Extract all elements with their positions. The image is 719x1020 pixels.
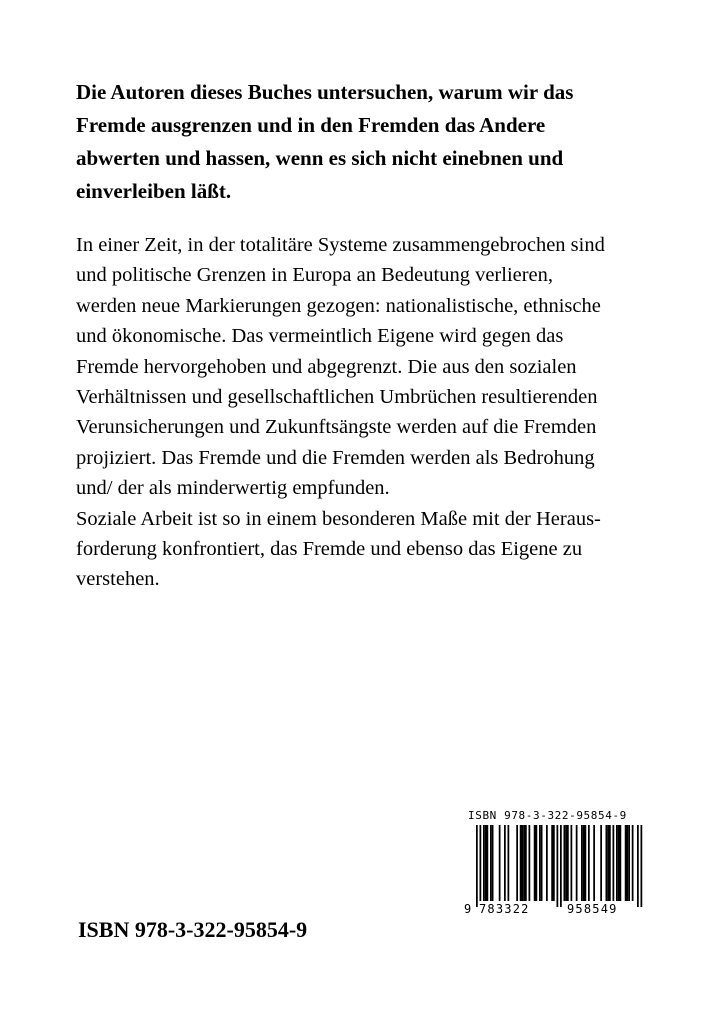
barcode-bar bbox=[618, 825, 620, 901]
body-line: Soziale Arbeit ist so in einem besonderen Maße mit der Heraus- bbox=[76, 507, 601, 530]
barcode-bar bbox=[628, 825, 630, 901]
barcode-digits bbox=[462, 901, 652, 919]
barcode-bar bbox=[560, 825, 562, 907]
barcode-bar bbox=[600, 825, 602, 901]
isbn-barcode bbox=[462, 809, 652, 919]
barcode-bar bbox=[609, 825, 611, 901]
barcode-bar bbox=[616, 825, 618, 901]
barcode-bar bbox=[585, 825, 587, 901]
barcode-bar bbox=[565, 825, 567, 901]
body-line: Verhältnissen und gesellschaftlichen Umbrüchen resultierenden bbox=[76, 386, 598, 409]
body-line: und politische Grenzen in Europa an Bedeutung verlieren, bbox=[76, 264, 554, 287]
lead-line: Fremde ausgrenzen und in den Fremden das Andere bbox=[76, 113, 546, 137]
barcode-bar bbox=[508, 825, 510, 901]
barcode-bar bbox=[557, 825, 559, 907]
barcode-left-digits: 783322 bbox=[479, 902, 530, 916]
barcode-bar bbox=[625, 825, 627, 901]
barcode-bar bbox=[546, 825, 548, 901]
barcode-bar bbox=[588, 825, 590, 901]
barcode-isbn-label: ISBN 978-3-322-95854-9 bbox=[468, 809, 627, 822]
barcode-bar bbox=[536, 825, 538, 901]
barcode-bar bbox=[632, 825, 634, 901]
barcode-bar bbox=[534, 825, 536, 901]
barcode-bar bbox=[581, 825, 583, 901]
barcode-bar bbox=[553, 825, 555, 901]
barcode-bar bbox=[520, 825, 522, 901]
body-line: Verunsicherungen und Zukunftsängste werden auf die Fremden bbox=[76, 416, 597, 439]
barcode-bar bbox=[476, 825, 478, 907]
barcode-bar bbox=[487, 825, 489, 901]
barcode-bar bbox=[539, 825, 541, 901]
barcode-bar bbox=[620, 825, 622, 901]
barcode-right-digits: 958549 bbox=[567, 902, 618, 916]
body-line: projiziert. Das Fremde und die Fremden werden als Bedrohung bbox=[76, 446, 595, 469]
barcode-first-digit: 9 bbox=[464, 902, 472, 916]
barcode-bar bbox=[480, 825, 482, 907]
barcode-bar bbox=[522, 825, 524, 901]
body-line: forderung konfrontiert, das Fremde und ebenso das Eigene zu bbox=[76, 538, 583, 561]
barcode-bar bbox=[485, 825, 487, 901]
barcode-bar bbox=[525, 825, 527, 901]
barcode-bar bbox=[613, 825, 615, 901]
lead-paragraph bbox=[76, 76, 676, 208]
barcode-bar bbox=[551, 825, 553, 901]
body-line: und ökonomische. Das vermeintlich Eigene wird gegen das bbox=[76, 325, 564, 348]
barcode-bar bbox=[499, 825, 501, 901]
body-line: und/ der als minderwertig empfunden. bbox=[76, 477, 390, 500]
barcode-bar bbox=[564, 825, 566, 901]
body-line: verstehen. bbox=[76, 568, 160, 591]
body-line: Fremde hervorgehoben und abgegrenzt. Die aus den sozialen bbox=[76, 355, 577, 378]
barcode-bar bbox=[593, 825, 595, 901]
barcode-bar bbox=[529, 825, 531, 901]
barcode-bar bbox=[523, 825, 525, 901]
body-line: werden neue Markierungen gezogen: nationalistische, ethnische bbox=[76, 294, 601, 317]
barcode-bar bbox=[516, 825, 518, 901]
barcode-bar bbox=[504, 825, 506, 901]
barcode-bar bbox=[641, 825, 643, 907]
barcode-bar bbox=[627, 825, 629, 901]
barcode-bar bbox=[583, 825, 585, 901]
barcode-bar bbox=[490, 825, 492, 901]
lead-line: Die Autoren dieses Buches untersuchen, warum wir das bbox=[76, 80, 574, 104]
body-line: In einer Zeit, in der totalitäre Systeme zusammengebrochen sind bbox=[76, 234, 605, 256]
lead-line: einverleiben läßt. bbox=[76, 179, 232, 203]
barcode-bar bbox=[607, 825, 609, 901]
body-paragraph bbox=[76, 230, 676, 595]
barcode-bar bbox=[606, 825, 608, 901]
barcode-bar bbox=[576, 825, 578, 901]
barcode-bar bbox=[637, 825, 639, 907]
lead-line: abwerten und hassen, wenn es sich nicht einebnen und bbox=[76, 146, 564, 170]
barcode-bars bbox=[462, 825, 652, 907]
barcode-bar bbox=[571, 825, 573, 901]
barcode-bar bbox=[567, 825, 569, 901]
isbn-footer: ISBN 978-3-322-95854-9 bbox=[78, 917, 308, 942]
barcode-bar bbox=[541, 825, 543, 901]
barcode-bar bbox=[483, 825, 485, 901]
barcode-bar bbox=[492, 825, 494, 901]
